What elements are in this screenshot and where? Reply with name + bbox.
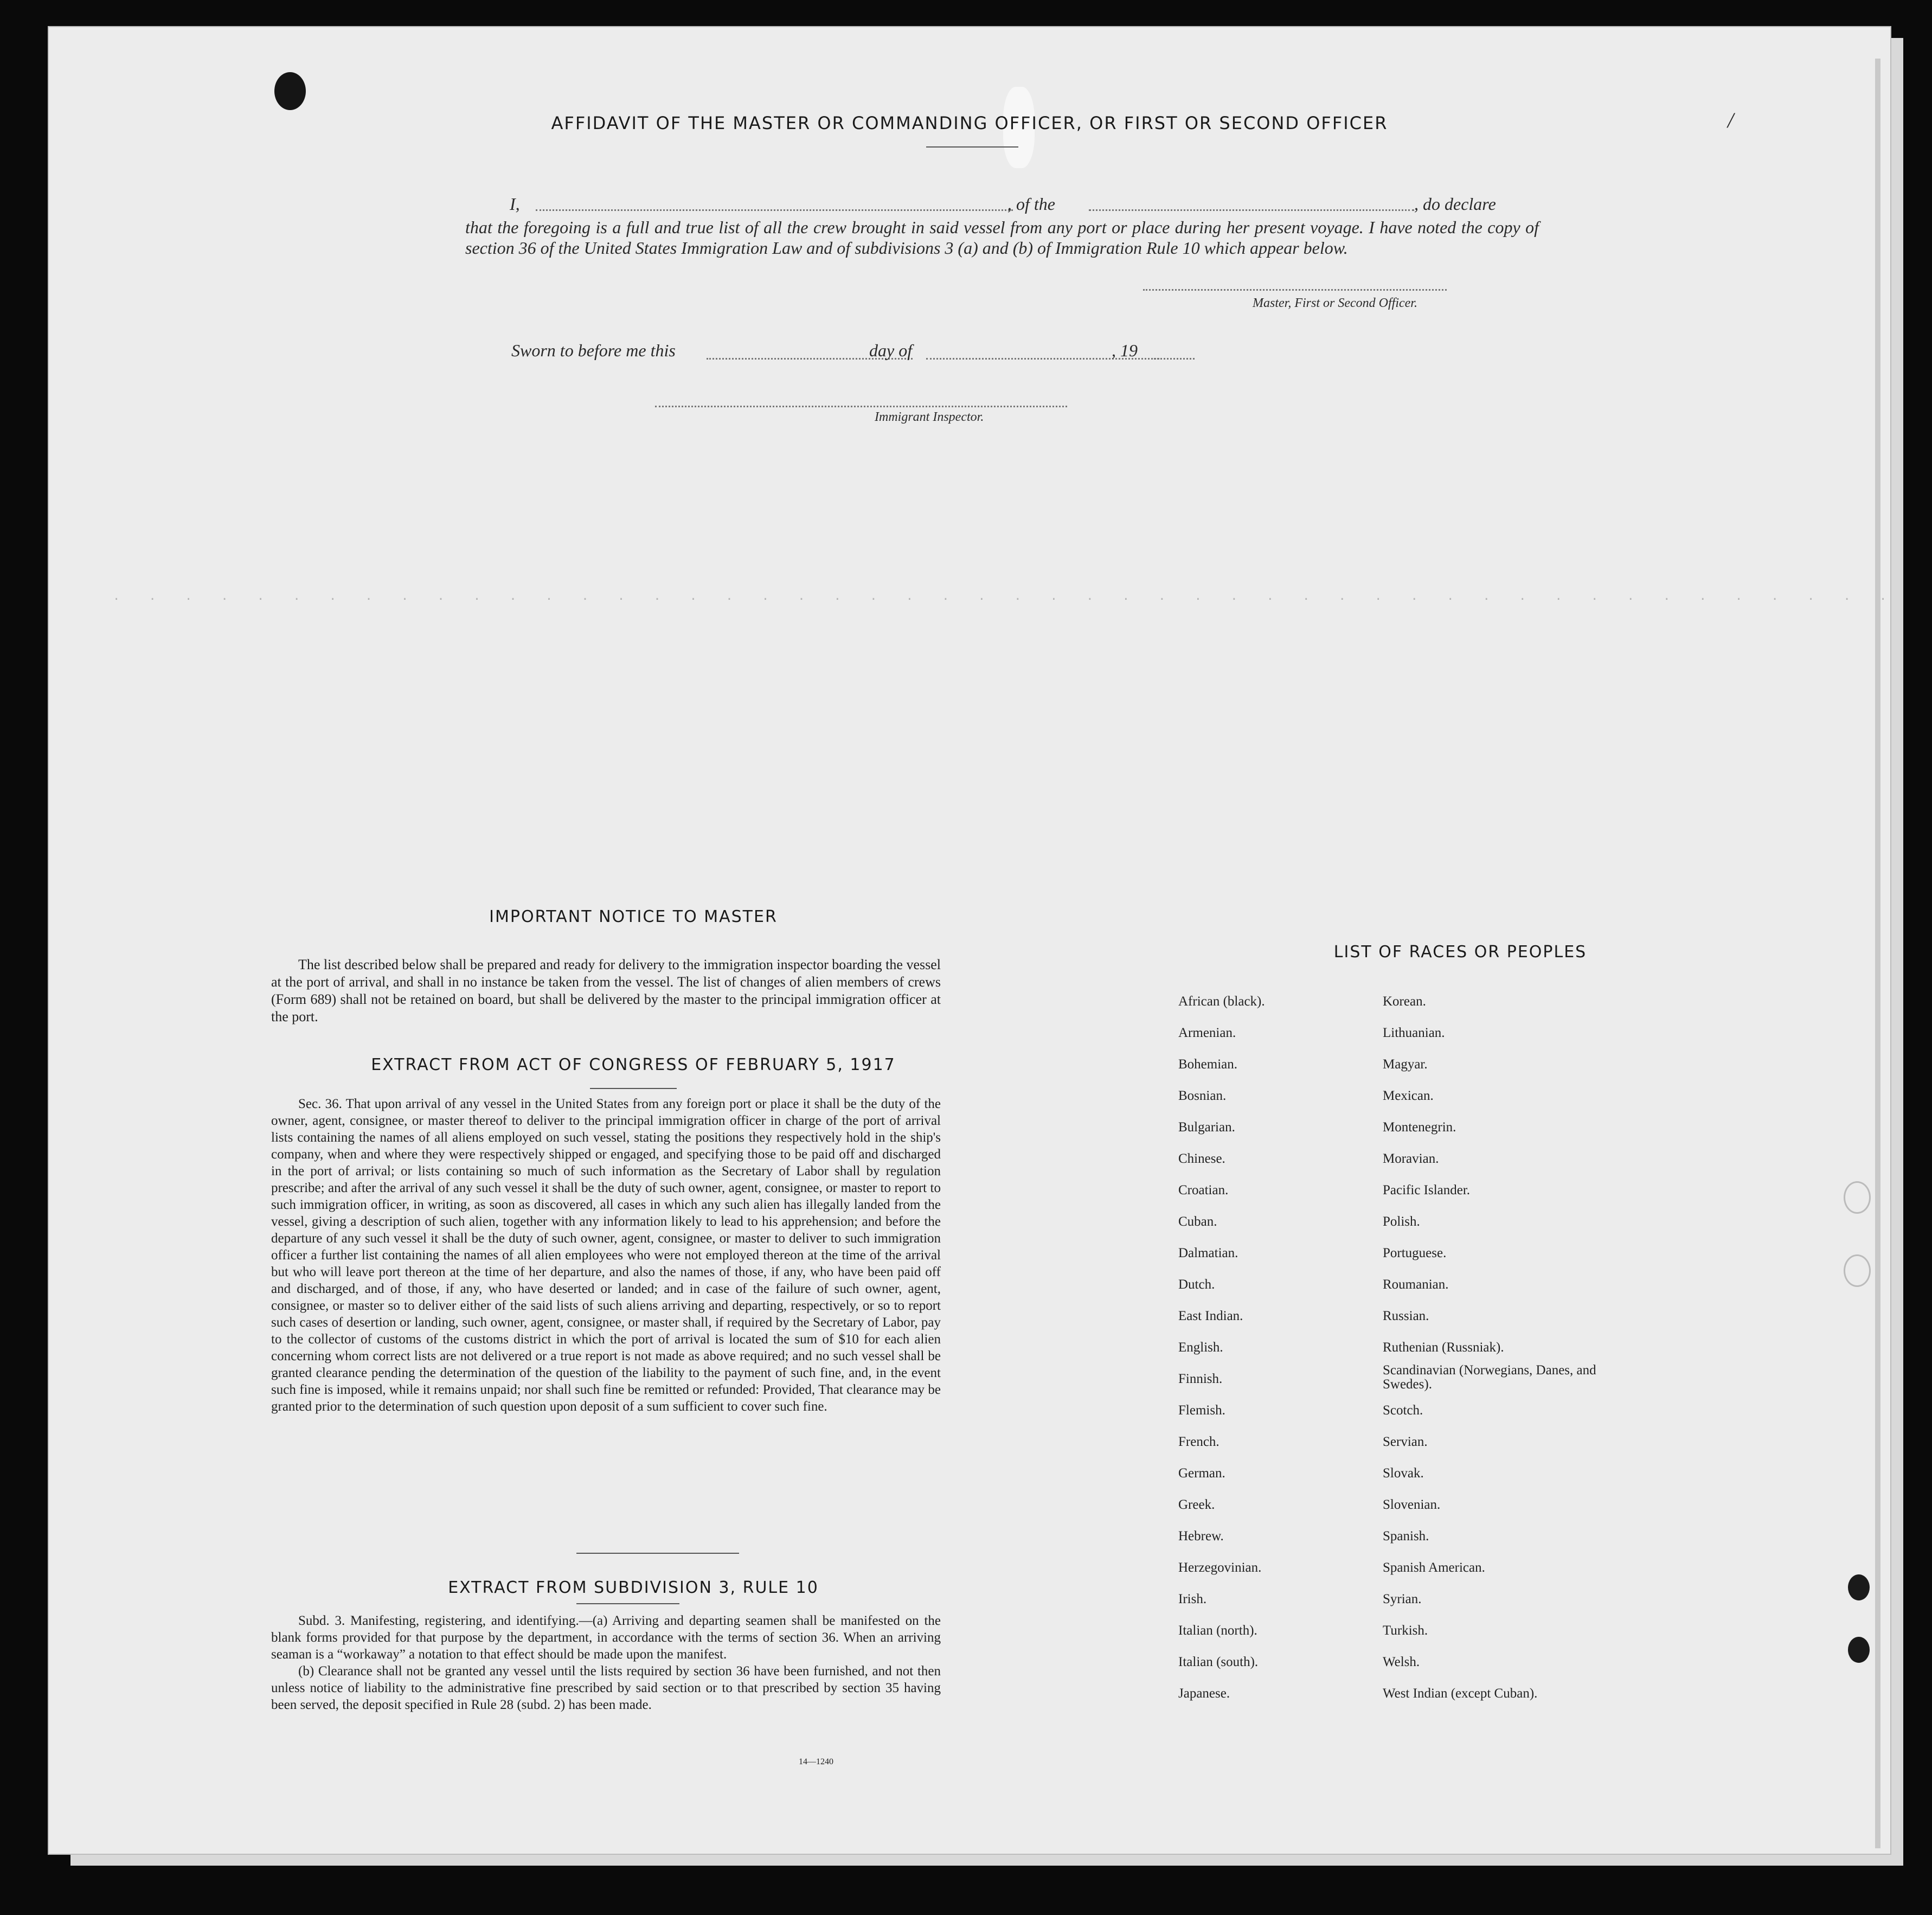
section-36-paragraph: Sec. 36. That upon arrival of any vessel in the United States from any foreign port or place it shall be the duty of the owner, agent, consignee, or master thereof to deliver to the principal immigration officer in charge of the port of arrival lists containing the names of all aliens employed on such vessel, stating the positions they respectively hold in the ship's company, when and where they were respectively shipped or engaged, and specifying those to be paid off and discharged in the port of arrival; or lists containing so much of such information as the Secretary of Labor shall by regulation prescribe; and after the arrival of any such vessel it shall be the duty of such owner, agent, consignee, or master to report to such immigration officer, in writing, as soon as discovered, all cases in which any such alien has illegally landed from the vessel, giving a description of such alien, together with any information likely to lead to his apprehension; and before the departure of any such vessel it shall be the duty of such owner, agent, consignee, or master to deliver to such immigration officer a further list containing the names of all alien employees who were not employed thereon at the time of the arrival but who will leave port thereon at the time of her departure, and also the names of those, if any, who have been paid off and discharged, and of those, if any, who have deserted or landed; and in case of the failure of such owner, agent, consignee, or master so to deliver either of the said lists of such aliens arriving and departing, respectively, or so to report such cases of desertion or landing, such owner, agent, consignee, or master shall, if required by the Secretary of Labor, pay to the collector of customs of the customs district in which the port of arrival is located the sum of $10 for each alien concerning whom correct lists are not delivered or a true report is not made as above required; and no such vessel shall be granted clearance pending the determination of the question of the liability to the payment of such fine, and, in the event such fine is imposed, while it remains unpaid; nor shall such fine be remitted or refunded: Provided, That clearance may be granted prior to the determination of such question upon deposit of a sum sufficient to cover such fine.: [271, 1097, 941, 1414]
race-list-item: Spanish American.: [1383, 1560, 1485, 1575]
race-list-item: Syrian.: [1383, 1592, 1422, 1606]
race-list-item: Bulgarian.: [1178, 1120, 1235, 1135]
subdivision-a-paragraph: Subd. 3. Manifesting, registering, and identifying.—(a) Arriving and departing seamen shall be manifested on the blank forms provided for that purpose by the department, in accordance with the terms of section 36. When an arriving seaman is a “workaway” a notation to that effect should be made upon the manifest.: [271, 1613, 941, 1662]
race-list-item: Portuguese.: [1383, 1246, 1447, 1260]
race-list-item: Slovak.: [1383, 1466, 1424, 1481]
race-list-item: Irish.: [1178, 1592, 1207, 1606]
race-list-item: Moravian.: [1383, 1151, 1439, 1166]
notice-paragraph: The list described below shall be prepared and ready for delivery to the immigration inspector boarding the vessel at the port of arrival, and shall in no instance be taken from the vessel. The list of changes of alien members of crews (Form 689) shall not be retained on board, but shall be delivered by the master to the principal immigration officer at the port.: [271, 957, 941, 1024]
vessel-name-field[interactable]: [1089, 209, 1414, 211]
bleed-through-text: · · · · · · · · · · · · · · · · · · · · · · · · · · · · · · · · · · · · · · · · · · · · · · · · · ·: [113, 593, 1898, 606]
race-list-item: African (black).: [1178, 994, 1265, 1009]
race-list-item: Polish.: [1383, 1214, 1420, 1229]
race-list-item: Bosnian.: [1178, 1088, 1227, 1103]
inspector-signature-label: Immigrant Inspector.: [875, 410, 984, 424]
race-list-item: Flemish.: [1178, 1403, 1225, 1418]
act-extract-heading: EXTRACT FROM ACT OF CONGRESS OF FEBRUARY 5, 1917: [371, 1055, 896, 1074]
race-list-item: Servian.: [1383, 1434, 1428, 1449]
sworn-year-field[interactable]: [1151, 358, 1195, 360]
race-list-item: Korean.: [1383, 994, 1426, 1009]
rule-extract-body: [271, 1612, 941, 1713]
subdivision-b-paragraph: (b) Clearance shall not be granted any vessel until the lists required by section 36 have been furnished, and not then unless notice of liability to the administrative fine prescribed by said section or to that prescribed by section 35 having been served, the deposit specified in Rule 28 (subd. 2) has been made.: [271, 1664, 941, 1712]
race-list-item: Lithuanian.: [1383, 1026, 1445, 1040]
sworn-prefix: Sworn to before me this: [511, 341, 676, 360]
race-list-item: Pacific Islander.: [1383, 1183, 1471, 1197]
race-list-item: Scandinavian (Norwegians, Danes, and Swedes).: [1383, 1363, 1596, 1392]
form-number: 14—1240: [799, 1757, 833, 1766]
punch-hole: [1848, 1574, 1870, 1600]
rule-extract-heading: EXTRACT FROM SUBDIVISION 3, RULE 10: [448, 1578, 819, 1597]
race-list-item: Turkish.: [1383, 1623, 1428, 1638]
race-list-item: Greek.: [1178, 1497, 1215, 1512]
race-list-item: Montenegrin.: [1383, 1120, 1456, 1135]
affidavit-heading: AFFIDAVIT OF THE MASTER OR COMMANDING OFFICER, OR FIRST OR SECOND OFFICER: [551, 113, 1388, 133]
inspector-signature-field[interactable]: [655, 406, 1067, 407]
race-list-item: Bohemian.: [1178, 1057, 1238, 1072]
race-list-item: Italian (north).: [1178, 1623, 1257, 1638]
race-list-item: German.: [1178, 1466, 1225, 1481]
race-list-item: Dalmatian.: [1178, 1246, 1238, 1260]
punch-hole-outline: [1844, 1254, 1871, 1287]
heading-rule: [576, 1603, 679, 1604]
affidavit-body: that the foregoing is a full and true list of all the crew brought in said vessel from any port or place during her present voyage. I have noted the copy of section 36 of the United States Immigration Law and of subdivisions 3 (a) and (b) of Immigration Rule 10 which appear below.: [465, 217, 1539, 258]
sworn-day-label: day of: [869, 341, 913, 360]
race-list-item: Chinese.: [1178, 1151, 1225, 1166]
race-list-item: Russian.: [1383, 1309, 1429, 1323]
races-heading: LIST OF RACES OR PEOPLES: [1333, 943, 1587, 962]
race-list-item: Magyar.: [1383, 1057, 1428, 1072]
notice-heading: IMPORTANT NOTICE TO MASTER: [489, 907, 778, 926]
do-declare-label: , do declare: [1414, 194, 1496, 214]
master-signature-field[interactable]: [1143, 289, 1447, 291]
document-page: [48, 26, 1898, 1855]
race-list-item: Welsh.: [1383, 1655, 1420, 1669]
race-list-item: Hebrew.: [1178, 1529, 1224, 1543]
act-extract-body: [271, 1096, 941, 1415]
race-list-item: French.: [1178, 1434, 1219, 1449]
punch-hole: [1848, 1637, 1870, 1663]
race-list-item: English.: [1178, 1340, 1223, 1355]
race-list-item: Armenian.: [1178, 1026, 1236, 1040]
race-list-item: Dutch.: [1178, 1277, 1215, 1292]
race-list-item: Croatian.: [1178, 1183, 1229, 1197]
race-list-item: Herzegovinian.: [1178, 1560, 1262, 1575]
sworn-year-label: , 19: [1112, 341, 1138, 360]
section-rule: [576, 1553, 739, 1554]
race-list-item: Spanish.: [1383, 1529, 1429, 1543]
punch-hole-outline: [1844, 1181, 1871, 1214]
race-list-item: Italian (south).: [1178, 1655, 1259, 1669]
race-list-item: Ruthenian (Russniak).: [1383, 1340, 1504, 1355]
race-list-item: Roumanian.: [1383, 1277, 1449, 1292]
declarant-name-field[interactable]: [536, 209, 1013, 211]
race-list-item: Mexican.: [1383, 1088, 1434, 1103]
race-list-item: Slovenian.: [1383, 1497, 1441, 1512]
ink-blot: [274, 72, 306, 110]
race-list-item: East Indian.: [1178, 1309, 1243, 1323]
heading-rule: [590, 1088, 677, 1089]
race-list-item: Japanese.: [1178, 1686, 1230, 1701]
of-the-label: , of the: [1007, 194, 1055, 214]
race-list-item: Cuban.: [1178, 1214, 1217, 1229]
margin-mark: /: [1728, 108, 1734, 132]
master-signature-label: Master, First or Second Officer.: [1253, 296, 1417, 310]
notice-body: [271, 956, 941, 1026]
race-list-item: West Indian (except Cuban).: [1383, 1686, 1538, 1701]
race-list-item: Finnish.: [1178, 1372, 1223, 1386]
page-edge: [1875, 59, 1880, 1848]
declarant-prefix: I,: [510, 194, 520, 214]
race-list-item: Scotch.: [1383, 1403, 1423, 1418]
heading-rule: [926, 146, 1018, 148]
